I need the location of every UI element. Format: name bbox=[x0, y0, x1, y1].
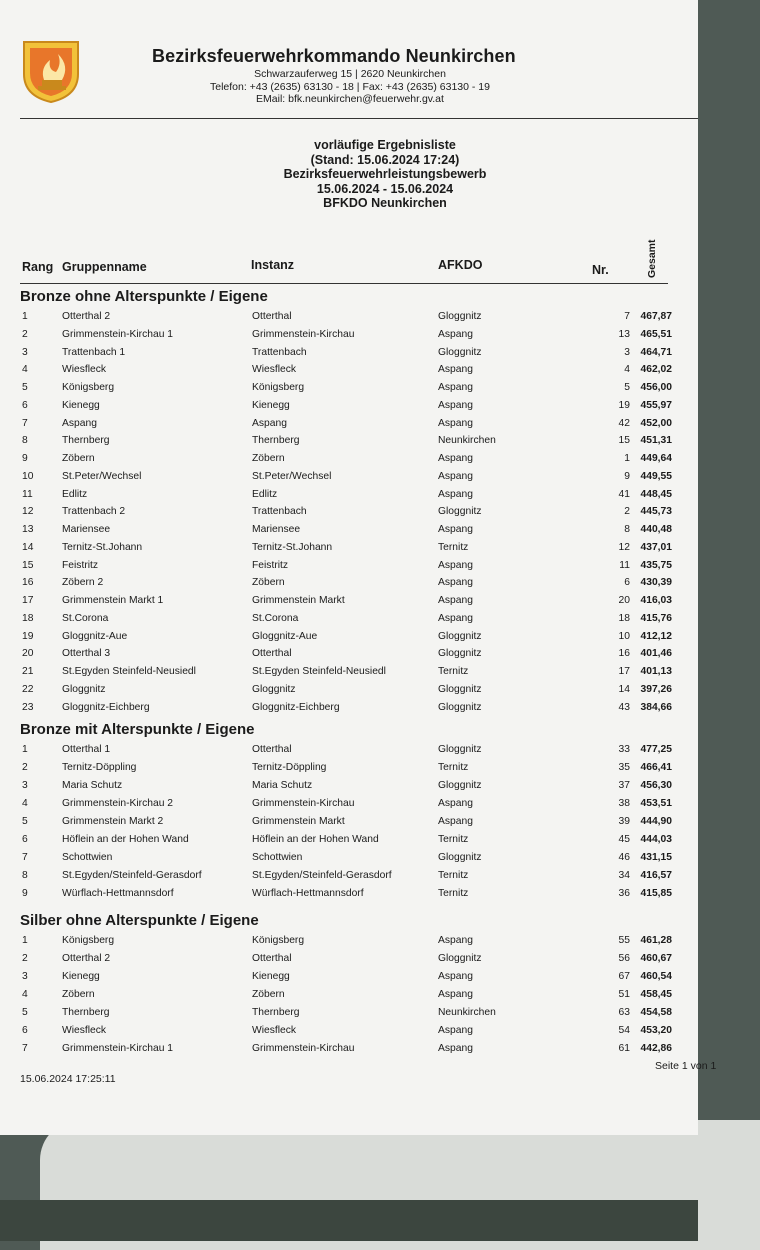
afkdo-cell: Ternitz bbox=[438, 762, 469, 773]
title-line-4: 15.06.2024 - 15.06.2024 bbox=[316, 181, 454, 196]
group-name-cell: St.Corona bbox=[62, 612, 109, 624]
number-cell: 41 bbox=[618, 488, 630, 500]
rank-cell: 10 bbox=[22, 470, 34, 482]
column-header-instanz: Instanz bbox=[251, 258, 295, 272]
instanz-cell: St.Egyden Steinfeld-Neusiedl bbox=[252, 666, 386, 677]
afkdo-cell: Aspang bbox=[438, 328, 473, 340]
instanz-cell: Thernberg bbox=[252, 435, 300, 447]
rank-cell: 4 bbox=[22, 798, 28, 809]
rank-cell: 4 bbox=[22, 989, 28, 1000]
group-name-cell: Königsberg bbox=[62, 382, 115, 393]
number-cell: 3 bbox=[624, 346, 630, 358]
group-name-cell: Würflach-Hettmannsdorf bbox=[62, 888, 174, 899]
total-score-cell: 412,12 bbox=[640, 630, 672, 642]
number-cell: 45 bbox=[618, 834, 630, 845]
group-name-cell: Mariensee bbox=[62, 524, 111, 535]
afkdo-cell: Aspang bbox=[438, 417, 473, 429]
instanz-cell: Grimmenstein-Kirchau bbox=[252, 328, 355, 340]
number-cell: 61 bbox=[618, 1043, 630, 1054]
group-name-cell: Wiesfleck bbox=[62, 364, 107, 376]
table-row bbox=[0, 364, 698, 380]
table-row bbox=[0, 435, 698, 451]
afkdo-cell: Ternitz bbox=[438, 834, 469, 845]
number-cell: 11 bbox=[619, 559, 630, 571]
group-name-cell: Kienegg bbox=[62, 399, 100, 411]
total-score-cell: 437,01 bbox=[640, 541, 672, 553]
rank-cell: 17 bbox=[22, 595, 34, 606]
table-row bbox=[0, 744, 698, 760]
group-name-cell: Thernberg bbox=[62, 435, 110, 447]
total-score-cell: 453,51 bbox=[640, 798, 672, 809]
total-score-cell: 451,31 bbox=[640, 435, 672, 447]
group-name-cell: Grimmenstein-Kirchau 1 bbox=[62, 328, 174, 340]
afkdo-cell: Aspang bbox=[438, 399, 473, 411]
document-title bbox=[235, 138, 535, 211]
afkdo-cell: Aspang bbox=[438, 935, 473, 946]
total-score-cell: 462,02 bbox=[640, 364, 672, 376]
rank-cell: 7 bbox=[22, 1043, 28, 1054]
group-name-cell: Gloggnitz-Eichberg bbox=[62, 701, 150, 713]
rank-cell: 9 bbox=[22, 888, 28, 899]
group-name-cell: Zöbern bbox=[62, 453, 95, 464]
number-cell: 8 bbox=[624, 524, 630, 535]
rank-cell: 8 bbox=[22, 435, 28, 447]
instanz-cell: Gloggnitz bbox=[252, 683, 296, 695]
rank-cell: 21 bbox=[22, 666, 34, 677]
group-name-cell: Grimmenstein-Kirchau 1 bbox=[62, 1043, 174, 1054]
table-row bbox=[0, 888, 698, 904]
table-row bbox=[0, 834, 698, 850]
number-cell: 63 bbox=[618, 1007, 630, 1018]
total-score-cell: 401,46 bbox=[640, 648, 672, 660]
total-score-cell: 456,00 bbox=[640, 382, 672, 393]
total-score-cell: 461,28 bbox=[640, 935, 672, 946]
afkdo-cell: Ternitz bbox=[438, 541, 469, 553]
number-cell: 51 bbox=[618, 989, 630, 1000]
table-row bbox=[0, 684, 698, 700]
afkdo-cell: Aspang bbox=[438, 971, 473, 982]
number-cell: 19 bbox=[618, 399, 630, 411]
afkdo-cell: Aspang bbox=[438, 1025, 473, 1036]
group-name-cell: Königsberg bbox=[62, 935, 115, 946]
afkdo-cell: Gloggnitz bbox=[438, 346, 482, 358]
group-name-cell: St.Peter/Wechsel bbox=[62, 470, 142, 482]
group-name-cell: Thernberg bbox=[62, 1007, 110, 1018]
group-name-cell: Gloggnitz-Aue bbox=[62, 630, 128, 642]
table-row bbox=[0, 762, 698, 778]
rank-cell: 3 bbox=[22, 780, 28, 791]
afkdo-cell: Aspang bbox=[438, 816, 473, 827]
group-name-cell: Höflein an der Hohen Wand bbox=[62, 834, 189, 845]
rank-cell: 1 bbox=[22, 744, 28, 755]
instanz-cell: Aspang bbox=[252, 417, 287, 429]
rank-cell: 4 bbox=[22, 364, 28, 376]
instanz-cell: Otterthal bbox=[252, 648, 292, 660]
instanz-cell: Schottwien bbox=[252, 852, 303, 863]
table-row bbox=[0, 595, 698, 611]
instanz-cell: Otterthal bbox=[252, 744, 292, 755]
rank-cell: 12 bbox=[22, 506, 34, 518]
rank-cell: 3 bbox=[22, 971, 28, 982]
total-score-cell: 445,73 bbox=[640, 506, 672, 518]
column-header-divider bbox=[20, 283, 668, 284]
table-row bbox=[0, 506, 698, 522]
group-name-cell: Zöbern bbox=[62, 989, 95, 1000]
rank-cell: 2 bbox=[22, 762, 28, 773]
group-name-cell: Ternitz-Döppling bbox=[62, 762, 137, 773]
afkdo-cell: Gloggnitz bbox=[438, 852, 482, 863]
rank-cell: 11 bbox=[22, 488, 33, 500]
group-name-cell: Kienegg bbox=[62, 971, 100, 982]
total-score-cell: 449,55 bbox=[640, 470, 672, 482]
table-row bbox=[0, 453, 698, 469]
header-divider bbox=[20, 118, 698, 119]
instanz-cell: Grimmenstein-Kirchau bbox=[252, 1043, 355, 1054]
table-row bbox=[0, 666, 698, 682]
table-row bbox=[0, 311, 698, 327]
title-line-3: Bezirksfeuerwehrleistungsbewerb bbox=[283, 167, 487, 181]
total-score-cell: 440,48 bbox=[640, 524, 672, 535]
total-score-cell: 416,03 bbox=[640, 595, 672, 606]
total-score-cell: 452,00 bbox=[640, 417, 672, 429]
number-cell: 42 bbox=[618, 417, 630, 429]
number-cell: 34 bbox=[618, 870, 630, 881]
table-row bbox=[0, 560, 698, 576]
rank-cell: 6 bbox=[22, 399, 28, 411]
afkdo-cell: Gloggnitz bbox=[438, 744, 482, 755]
title-line-5: BFKDO Neunkirchen bbox=[323, 196, 447, 210]
rank-cell: 7 bbox=[22, 417, 28, 429]
total-score-cell: 415,76 bbox=[640, 612, 672, 624]
group-name-cell: Trattenbach 2 bbox=[62, 506, 126, 518]
rank-cell: 6 bbox=[22, 834, 28, 845]
instanz-cell: St.Corona bbox=[252, 612, 299, 624]
instanz-cell: Würflach-Hettmannsdorf bbox=[252, 888, 364, 899]
table-row bbox=[0, 648, 698, 664]
rank-cell: 19 bbox=[22, 630, 34, 642]
afkdo-cell: Neunkirchen bbox=[438, 1007, 496, 1018]
afkdo-cell: Aspang bbox=[438, 364, 473, 376]
instanz-cell: Otterthal bbox=[252, 953, 292, 964]
group-name-cell: St.Egyden/Steinfeld-Gerasdorf bbox=[62, 870, 202, 881]
number-cell: 12 bbox=[618, 541, 630, 553]
afkdo-cell: Gloggnitz bbox=[438, 630, 482, 642]
instanz-cell: Trattenbach bbox=[252, 346, 307, 358]
group-name-cell: Gloggnitz bbox=[62, 683, 106, 695]
total-score-cell: 401,13 bbox=[640, 666, 672, 677]
instanz-cell: Zöbern bbox=[252, 453, 285, 464]
number-cell: 54 bbox=[618, 1025, 630, 1036]
total-score-cell: 431,15 bbox=[640, 852, 672, 863]
instanz-cell: Kienegg bbox=[252, 971, 290, 982]
section-title: Silber ohne Alterspunkte / Eigene bbox=[20, 912, 259, 929]
number-cell: 33 bbox=[618, 744, 630, 755]
afkdo-cell: Gloggnitz bbox=[438, 311, 482, 322]
afkdo-cell: Aspang bbox=[438, 453, 473, 464]
section-title: Bronze mit Alterspunkte / Eigene bbox=[20, 721, 255, 738]
table-row bbox=[0, 816, 698, 832]
instanz-cell: Grimmenstein-Kirchau bbox=[252, 798, 355, 809]
afkdo-cell: Gloggnitz bbox=[438, 683, 482, 695]
instanz-cell: Ternitz-Döppling bbox=[252, 762, 327, 773]
total-score-cell: 454,58 bbox=[640, 1007, 672, 1018]
title-line-1: vorläufige Ergebnisliste bbox=[314, 138, 456, 152]
total-score-cell: 448,45 bbox=[640, 488, 672, 500]
afkdo-cell: Gloggnitz bbox=[438, 506, 482, 518]
afkdo-cell: Gloggnitz bbox=[438, 648, 482, 660]
column-header-rang: Rang bbox=[22, 260, 54, 274]
afkdo-cell: Aspang bbox=[438, 798, 473, 809]
group-name-cell: Otterthal 2 bbox=[62, 311, 111, 322]
rank-cell: 23 bbox=[22, 701, 34, 713]
instanz-cell: Trattenbach bbox=[252, 506, 307, 518]
afkdo-cell: Ternitz bbox=[438, 666, 469, 677]
afkdo-cell: Aspang bbox=[438, 559, 473, 571]
group-name-cell: Maria Schutz bbox=[62, 780, 123, 791]
table-row bbox=[0, 870, 698, 886]
column-header-afkdo: AFKDO bbox=[438, 258, 483, 272]
total-score-cell: 384,66 bbox=[640, 701, 672, 713]
rank-cell: 16 bbox=[22, 577, 34, 589]
afkdo-cell: Gloggnitz bbox=[438, 953, 482, 964]
afkdo-cell: Aspang bbox=[438, 1043, 473, 1054]
instanz-cell: St.Egyden/Steinfeld-Gerasdorf bbox=[252, 870, 392, 881]
total-score-cell: 464,71 bbox=[640, 346, 672, 358]
number-cell: 14 bbox=[618, 683, 630, 695]
number-cell: 10 bbox=[618, 630, 630, 642]
table-row bbox=[0, 971, 698, 987]
afkdo-cell: Aspang bbox=[438, 488, 473, 500]
instanz-cell: Grimmenstein Markt bbox=[252, 595, 345, 606]
total-score-cell: 477,25 bbox=[640, 744, 672, 755]
number-cell: 56 bbox=[618, 953, 630, 964]
instanz-cell: Königsberg bbox=[252, 935, 305, 946]
table-row bbox=[0, 418, 698, 434]
organization-email: EMail: bfk.neunkirchen@feuerwehr.gv.at bbox=[256, 93, 444, 105]
rank-cell: 22 bbox=[22, 683, 34, 695]
table-row bbox=[0, 780, 698, 796]
number-cell: 20 bbox=[618, 595, 630, 606]
group-name-cell: Otterthal 1 bbox=[62, 744, 111, 755]
table-row bbox=[0, 400, 698, 416]
rank-cell: 6 bbox=[22, 1025, 28, 1036]
organization-address: Schwarzauferweg 15 | 2620 Neunkirchen bbox=[254, 68, 446, 80]
instanz-cell: Thernberg bbox=[252, 1007, 300, 1018]
rank-cell: 7 bbox=[22, 852, 28, 863]
table-row bbox=[0, 471, 698, 487]
rank-cell: 2 bbox=[22, 953, 28, 964]
table-row bbox=[0, 577, 698, 593]
group-name-cell: Trattenbach 1 bbox=[62, 346, 126, 358]
instanz-cell: Mariensee bbox=[252, 524, 301, 535]
instanz-cell: Grimmenstein Markt bbox=[252, 816, 345, 827]
section-title: Bronze ohne Alterspunkte / Eigene bbox=[20, 288, 268, 305]
table-row bbox=[0, 542, 698, 558]
number-cell: 1 bbox=[624, 453, 630, 464]
total-score-cell: 444,90 bbox=[640, 816, 672, 827]
total-score-cell: 397,26 bbox=[640, 683, 672, 695]
afkdo-cell: Aspang bbox=[438, 595, 473, 606]
column-header-nr: Nr. bbox=[592, 263, 609, 277]
rank-cell: 20 bbox=[22, 648, 34, 660]
afkdo-cell: Gloggnitz bbox=[438, 701, 482, 713]
number-cell: 15 bbox=[618, 435, 630, 447]
number-cell: 36 bbox=[618, 888, 630, 899]
afkdo-cell: Aspang bbox=[438, 382, 473, 393]
table-row bbox=[0, 1025, 698, 1041]
total-score-cell: 415,85 bbox=[640, 888, 672, 899]
number-cell: 18 bbox=[618, 612, 630, 624]
column-header-gesamt: Gesamt bbox=[646, 239, 658, 278]
table-row bbox=[0, 329, 698, 345]
afkdo-cell: Neunkirchen bbox=[438, 435, 496, 447]
table-row bbox=[0, 702, 698, 718]
table-row bbox=[0, 347, 698, 363]
number-cell: 16 bbox=[618, 648, 630, 660]
total-score-cell: 453,20 bbox=[640, 1025, 672, 1036]
number-cell: 4 bbox=[624, 364, 630, 376]
group-name-cell: Grimmenstein Markt 2 bbox=[62, 816, 164, 827]
rank-cell: 3 bbox=[22, 346, 28, 358]
total-score-cell: 442,86 bbox=[640, 1043, 672, 1054]
afkdo-cell: Aspang bbox=[438, 989, 473, 1000]
rank-cell: 18 bbox=[22, 612, 34, 624]
number-cell: 38 bbox=[618, 798, 630, 809]
table-row bbox=[0, 1043, 698, 1059]
afkdo-cell: Aspang bbox=[438, 577, 473, 589]
total-score-cell: 416,57 bbox=[640, 870, 672, 881]
title-line-2: (Stand: 15.06.2024 17:24) bbox=[310, 152, 460, 167]
table-row bbox=[0, 989, 698, 1005]
number-cell: 5 bbox=[624, 382, 630, 393]
afkdo-cell: Aspang bbox=[438, 524, 473, 535]
total-score-cell: 455,97 bbox=[640, 399, 672, 411]
rank-cell: 15 bbox=[22, 559, 34, 571]
table-row bbox=[0, 489, 698, 505]
table-row bbox=[0, 524, 698, 540]
total-score-cell: 430,39 bbox=[640, 577, 672, 589]
total-score-cell: 444,03 bbox=[640, 834, 672, 845]
number-cell: 55 bbox=[618, 935, 630, 946]
instanz-cell: Gloggnitz-Eichberg bbox=[252, 701, 340, 713]
instanz-cell: Gloggnitz-Aue bbox=[252, 630, 318, 642]
total-score-cell: 449,64 bbox=[640, 453, 672, 464]
instanz-cell: Zöbern bbox=[252, 989, 285, 1000]
afkdo-cell: Gloggnitz bbox=[438, 780, 482, 791]
number-cell: 37 bbox=[618, 780, 630, 791]
group-name-cell: Schottwien bbox=[62, 852, 113, 863]
number-cell: 17 bbox=[618, 666, 630, 677]
column-header-gruppenname: Gruppenname bbox=[62, 260, 147, 274]
instanz-cell: Zöbern bbox=[252, 577, 285, 589]
group-name-cell: Grimmenstein-Kirchau 2 bbox=[62, 798, 174, 809]
total-score-cell: 466,41 bbox=[640, 762, 672, 773]
total-score-cell: 465,51 bbox=[640, 328, 672, 340]
group-name-cell: Edlitz bbox=[62, 488, 88, 500]
group-name-cell: Wiesfleck bbox=[62, 1025, 107, 1036]
group-name-cell: Ternitz-St.Johann bbox=[62, 541, 143, 553]
group-name-cell: Grimmenstein Markt 1 bbox=[62, 595, 164, 606]
rank-cell: 5 bbox=[22, 1007, 28, 1018]
table-row bbox=[0, 382, 698, 398]
rank-cell: 1 bbox=[22, 935, 28, 946]
number-cell: 67 bbox=[618, 971, 630, 982]
afkdo-cell: Aspang bbox=[438, 612, 473, 624]
instanz-cell: Ternitz-St.Johann bbox=[252, 541, 333, 553]
afkdo-cell: Aspang bbox=[438, 470, 473, 482]
instanz-cell: Wiesfleck bbox=[252, 364, 297, 376]
instanz-cell: St.Peter/Wechsel bbox=[252, 470, 332, 482]
number-cell: 35 bbox=[618, 762, 630, 773]
number-cell: 6 bbox=[624, 577, 630, 589]
group-name-cell: Otterthal 2 bbox=[62, 953, 111, 964]
group-name-cell: Feistritz bbox=[62, 559, 99, 571]
instanz-cell: Kienegg bbox=[252, 399, 290, 411]
organization-name: Bezirksfeuerwehrkommando Neunkirchen bbox=[152, 46, 516, 66]
table-row bbox=[0, 935, 698, 951]
instanz-cell: Wiesfleck bbox=[252, 1025, 297, 1036]
table-row bbox=[0, 953, 698, 969]
number-cell: 2 bbox=[624, 506, 630, 518]
rank-cell: 1 bbox=[22, 311, 28, 322]
total-score-cell: 460,54 bbox=[640, 971, 672, 982]
afkdo-cell: Ternitz bbox=[438, 888, 469, 899]
instanz-cell: Edlitz bbox=[252, 488, 278, 500]
rank-cell: 8 bbox=[22, 870, 28, 881]
table-row bbox=[0, 852, 698, 868]
instanz-cell: Königsberg bbox=[252, 382, 305, 393]
table-row bbox=[0, 631, 698, 647]
fire-brigade-logo bbox=[22, 40, 80, 104]
instanz-cell: Maria Schutz bbox=[252, 780, 313, 791]
rank-cell: 5 bbox=[22, 382, 28, 393]
number-cell: 13 bbox=[618, 328, 630, 340]
group-name-cell: Otterthal 3 bbox=[62, 648, 111, 660]
table-row bbox=[0, 613, 698, 629]
total-score-cell: 460,67 bbox=[640, 953, 672, 964]
table-row bbox=[0, 798, 698, 814]
rank-cell: 5 bbox=[22, 816, 28, 827]
instanz-cell: Feistritz bbox=[252, 559, 289, 571]
rank-cell: 14 bbox=[22, 541, 34, 553]
total-score-cell: 456,30 bbox=[640, 780, 672, 791]
number-cell: 46 bbox=[618, 852, 630, 863]
instanz-cell: Otterthal bbox=[252, 311, 292, 322]
number-cell: 9 bbox=[624, 470, 630, 482]
floor-background bbox=[0, 1200, 698, 1241]
afkdo-cell: Ternitz bbox=[438, 870, 469, 881]
rank-cell: 9 bbox=[22, 453, 28, 464]
total-score-cell: 458,45 bbox=[640, 989, 672, 1000]
table-row bbox=[0, 1007, 698, 1023]
total-score-cell: 435,75 bbox=[640, 559, 672, 571]
rank-cell: 2 bbox=[22, 328, 28, 340]
group-name-cell: St.Egyden Steinfeld-Neusiedl bbox=[62, 666, 196, 677]
number-cell: 7 bbox=[624, 311, 630, 322]
group-name-cell: Zöbern 2 bbox=[62, 577, 104, 589]
number-cell: 39 bbox=[618, 816, 630, 827]
rank-cell: 13 bbox=[22, 524, 34, 535]
print-timestamp: 15.06.2024 17:25:11 bbox=[20, 1073, 116, 1085]
group-name-cell: Aspang bbox=[62, 417, 97, 429]
page-indicator: Seite 1 von 1 bbox=[655, 1060, 717, 1072]
organization-phone: Telefon: +43 (2635) 63130 - 18 | Fax: +43 (2635) 63130 - 19 bbox=[209, 81, 490, 93]
total-score-cell: 467,87 bbox=[640, 311, 672, 322]
number-cell: 43 bbox=[618, 701, 630, 713]
instanz-cell: Höflein an der Hohen Wand bbox=[252, 834, 379, 845]
